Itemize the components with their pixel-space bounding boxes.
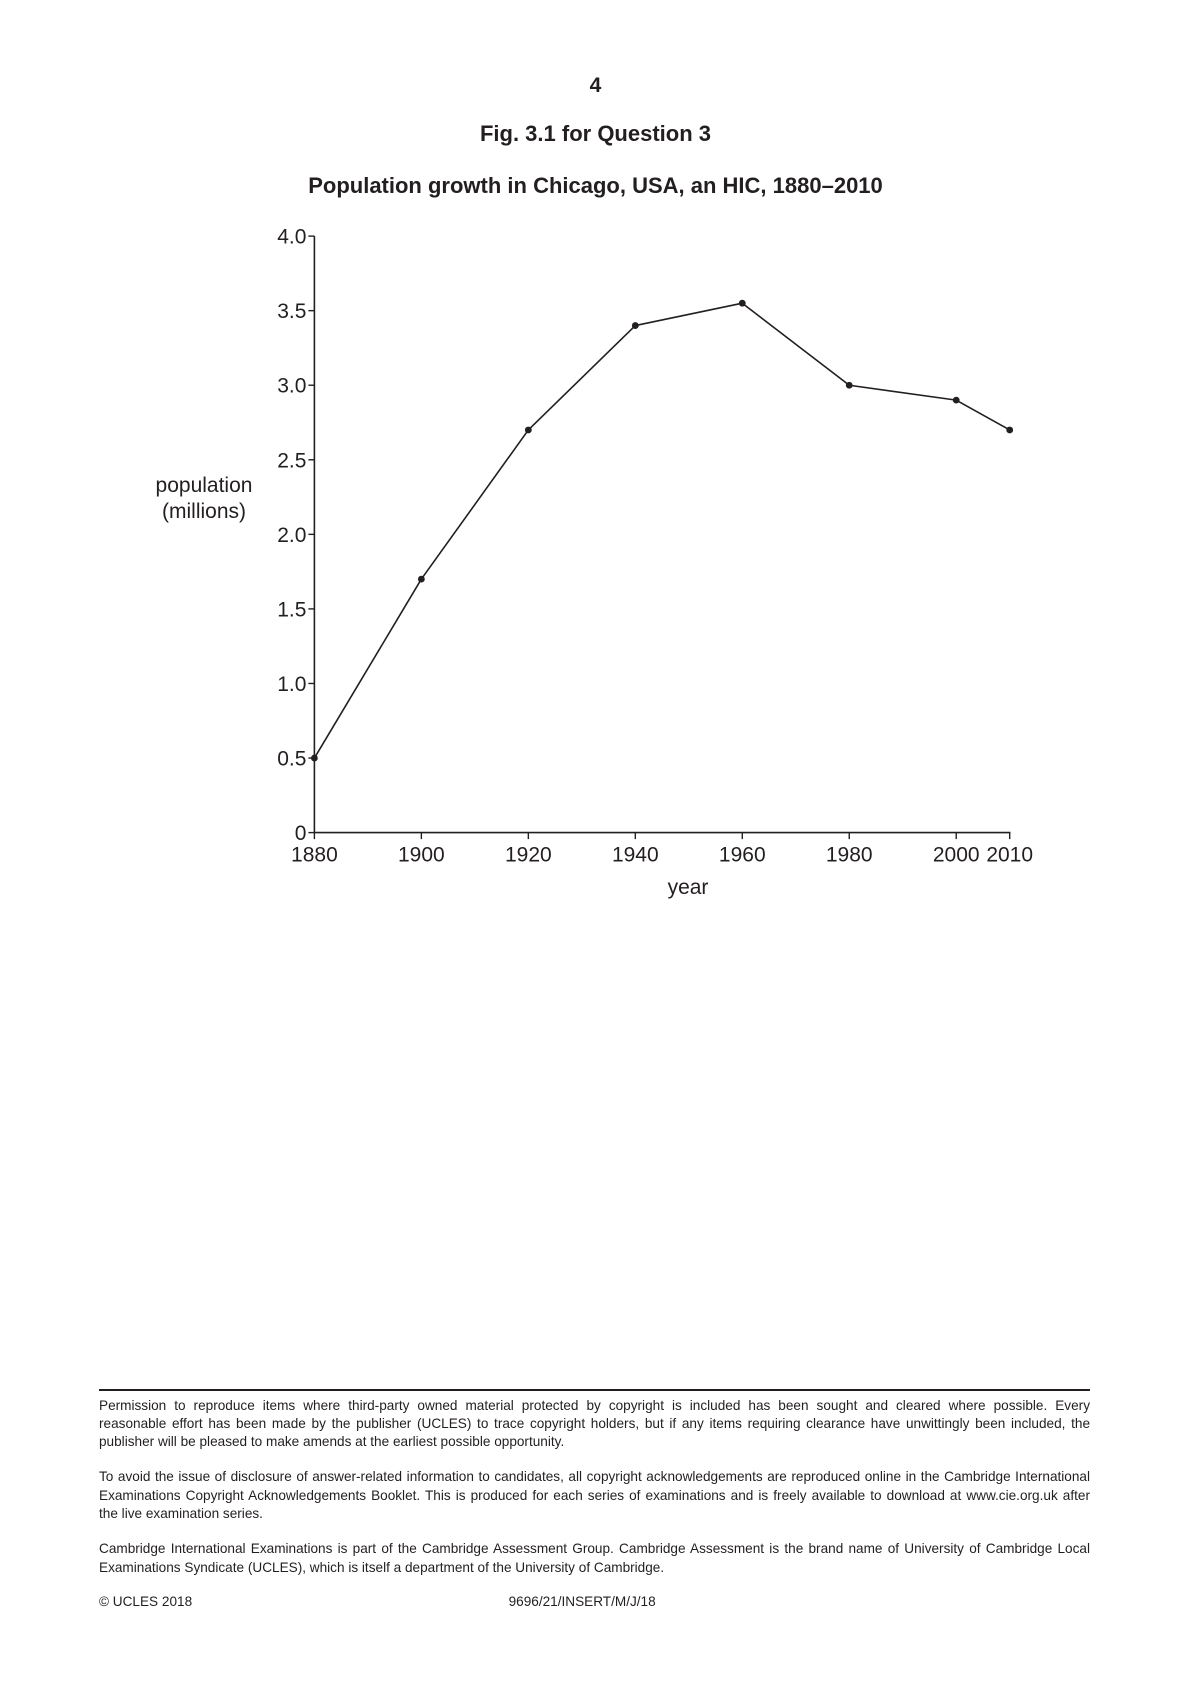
data-point bbox=[525, 427, 532, 434]
y-tick-label: 1.0 bbox=[277, 672, 307, 696]
page-number: 4 bbox=[589, 74, 602, 97]
chart-title: Population growth in Chicago, USA, an HIC, 1880–2010 bbox=[308, 173, 883, 198]
data-point bbox=[418, 576, 425, 583]
notice-line: reasonable effort has been made by the publisher (UCLES) to trace copyright holders, but if any items requiring clearance have unwittingly been included, the bbox=[99, 1415, 1090, 1431]
notice-line: Examinations Copyright Acknowledgements Booklet. This is produced for each series of examinations and is freely available to download at www.cie.org.uk after bbox=[99, 1487, 1090, 1503]
footer-divider bbox=[99, 1389, 1090, 1391]
notice-line: publisher will be pleased to make amends at the earliest possible opportunity. bbox=[99, 1433, 565, 1449]
x-axis-label: year bbox=[667, 876, 709, 899]
x-tick-label: 1920 bbox=[504, 843, 552, 867]
copyright-notice: © UCLES 2018 bbox=[99, 1594, 193, 1609]
y-tick-label: 0.5 bbox=[277, 747, 307, 771]
notice-line: Permission to reproduce items where third-party owned material protected by copyright is included has been sought and cleared where possible. Every bbox=[99, 1397, 1090, 1413]
x-tick-label: 1980 bbox=[825, 843, 873, 867]
y-tick-label: 0 bbox=[294, 822, 307, 846]
y-tick-label: 2.0 bbox=[277, 523, 307, 547]
y-tick-label: 2.5 bbox=[277, 449, 307, 473]
figure-label: Fig. 3.1 for Question 3 bbox=[479, 121, 712, 146]
data-point bbox=[953, 397, 960, 404]
y-axis-label: population (millions) bbox=[155, 474, 253, 523]
notice-line: Examinations Syndicate (UCLES), which is itself a department of the University of Cambridge. bbox=[99, 1559, 665, 1575]
data-line bbox=[314, 303, 1009, 758]
data-point bbox=[632, 322, 639, 329]
notice-line: To avoid the issue of disclosure of answer-related information to candidates, all copyright acknowledgements are reproduced online in the Cambridge International bbox=[99, 1469, 1090, 1485]
notice-line: the live examination series. bbox=[99, 1505, 263, 1521]
x-tick-label: 1880 bbox=[291, 843, 338, 867]
data-point bbox=[311, 755, 318, 762]
acknowledgements-notice bbox=[99, 1468, 1090, 1523]
y-tick-label: 1.5 bbox=[277, 598, 307, 622]
footer-notices bbox=[99, 1397, 1090, 1595]
data-point bbox=[1006, 427, 1013, 434]
notice-line: Cambridge International Examinations is part of the Cambridge Assessment Group. Cambridge Assessment is the brand name of University of Cambridge Local bbox=[99, 1541, 1090, 1557]
x-tick-label: 1940 bbox=[611, 843, 659, 867]
y-tick-label: 3.0 bbox=[277, 374, 307, 398]
x-tick-label: 2010 bbox=[986, 843, 1034, 867]
paper-code: 9696/21/INSERT/M/J/18 bbox=[508, 1594, 656, 1609]
x-tick-label: 2000 bbox=[932, 843, 980, 867]
y-tick-label: 4.0 bbox=[277, 225, 307, 249]
y-tick-label: 3.5 bbox=[277, 300, 307, 324]
permission-notice bbox=[99, 1397, 1090, 1452]
data-point bbox=[739, 300, 746, 307]
cambridge-notice bbox=[99, 1540, 1090, 1576]
x-tick-label: 1900 bbox=[398, 843, 445, 867]
x-tick-label: 1960 bbox=[718, 843, 766, 867]
data-point bbox=[846, 382, 853, 389]
